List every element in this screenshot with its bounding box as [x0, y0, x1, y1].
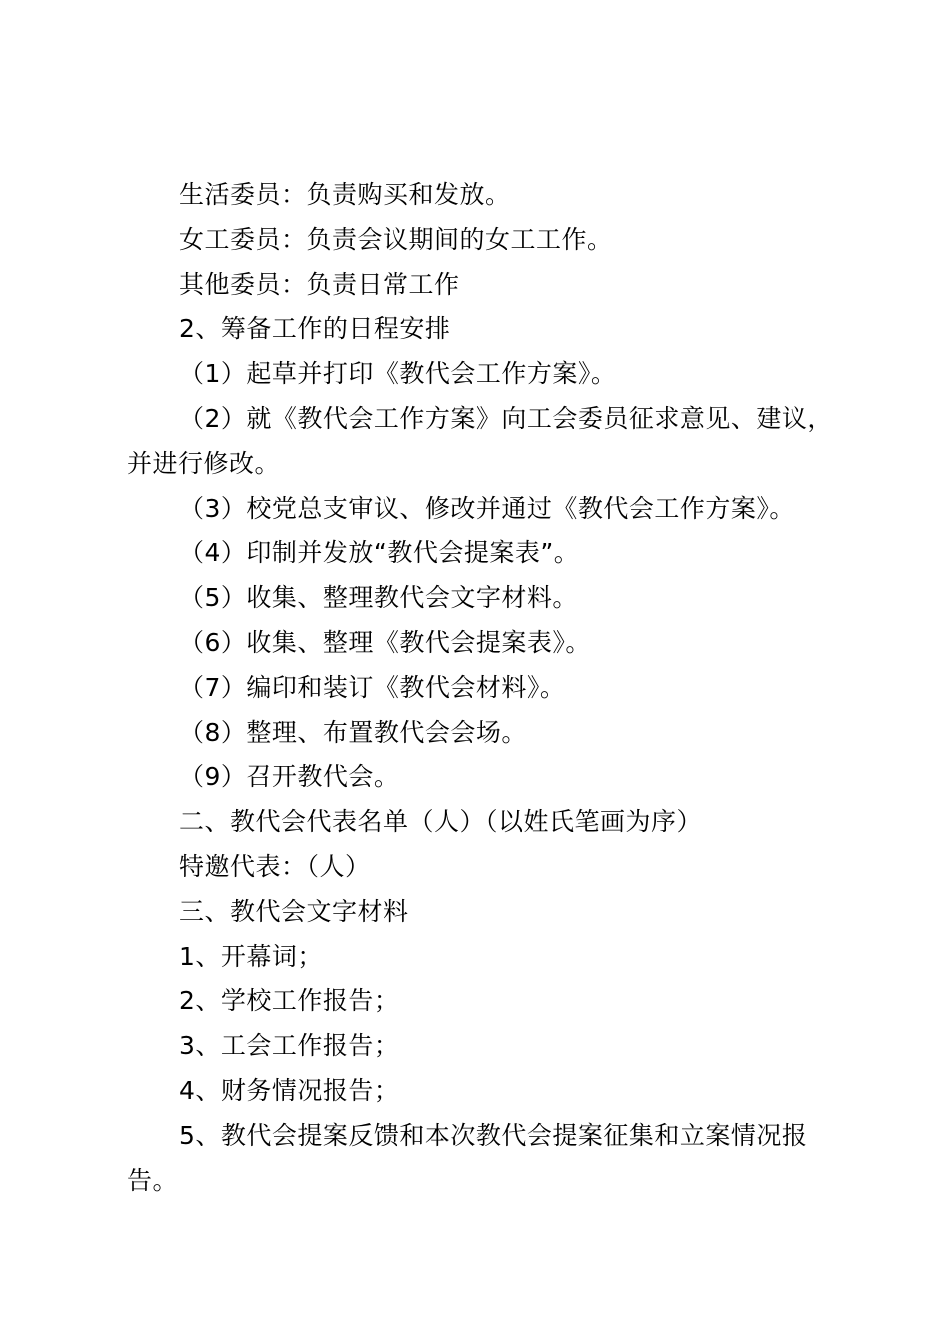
paragraph-step-4: （4）印制并发放“教代会提案表”。 — [179, 538, 580, 568]
document-body — [127, 173, 852, 1203]
paragraph-special-delegates: 特邀代表：（人） — [179, 851, 371, 881]
section-heading-delegates: 二、教代会代表名单（人）（以姓氏笔画为序） — [179, 807, 703, 837]
paragraph-step-2: （2）就《教代会工作方案》向工会委员征求意见、建议，并进行修改。 — [127, 403, 833, 478]
paragraph-step-7: （7）编印和装订《教代会材料》。 — [179, 672, 566, 702]
paragraph-material-2: 2、学校工作报告； — [179, 986, 400, 1016]
paragraph-other-committee: 其他委员：负责日常工作 — [179, 269, 460, 299]
paragraph-step-8: （8）整理、布置教代会会场。 — [179, 717, 527, 747]
paragraph-material-5: 5、教代会提案反馈和本次教代会提案征集和立案情况报告。 — [127, 1120, 808, 1195]
section-heading-materials: 三、教代会文字材料 — [179, 896, 409, 926]
paragraph-step-9: （9）召开教代会。 — [179, 762, 400, 792]
paragraph-step-1: （1）起草并打印《教代会工作方案》。 — [179, 359, 617, 389]
paragraph-step-3: （3）校党总支审议、修改并通过《教代会工作方案》。 — [179, 493, 795, 523]
paragraph-schedule-heading: 2、筹备工作的日程安排 — [179, 314, 451, 344]
paragraph-material-4: 4、财务情况报告； — [179, 1075, 400, 1105]
paragraph-living-committee: 生活委员：负责购买和发放。 — [179, 180, 511, 209]
paragraph-material-1: 1、开幕词； — [179, 941, 323, 971]
paragraph-female-committee: 女工委员：负责会议期间的女工工作。 — [179, 224, 613, 254]
paragraph-step-6: （6）收集、整理《教代会提案表》。 — [179, 627, 591, 657]
paragraph-material-3: 3、工会工作报告； — [179, 1031, 400, 1061]
paragraph-step-5: （5）收集、整理教代会文字材料。 — [179, 583, 578, 613]
